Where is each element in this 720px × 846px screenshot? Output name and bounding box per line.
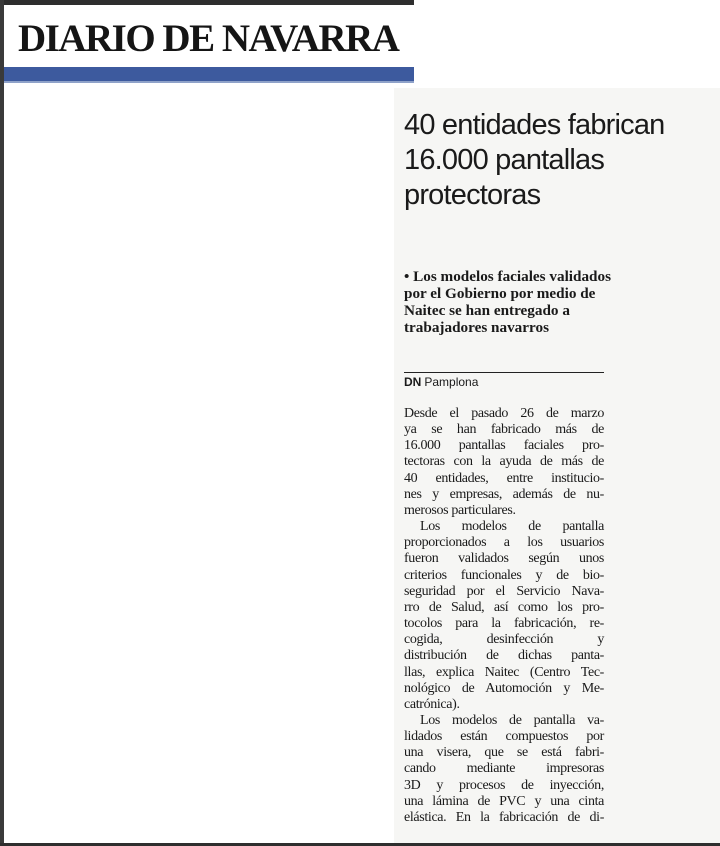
article-subtitle [404, 268, 614, 336]
article-byline [404, 375, 478, 389]
body-line: una visera, que se está fabri- [404, 745, 604, 761]
body-line: llas, explica Naitec (Centro Tec- [404, 664, 604, 680]
masthead-bar-shadow [4, 81, 414, 83]
article-headline: 40 entidades fabrican 16.000 pantallas protectoras [404, 109, 665, 211]
body-line: 3D y procesos de inyección, [404, 777, 604, 793]
body-line: ya se han fabricado más de [404, 422, 604, 438]
article-clipping [394, 88, 720, 843]
masthead-header [4, 5, 414, 86]
body-line: 16.000 pantallas faciales pro- [404, 438, 604, 454]
body-line: proporcionados a los usuarios [404, 535, 604, 551]
body-line: nológico de Automoción y Me- [404, 680, 604, 696]
subtitle-text: Los modelos faciales validados por el Gobierno por medio de Naitec se han entregado a trabajadores navarros [404, 268, 612, 336]
body-line: nes y empresas, además de nu- [404, 486, 604, 502]
body-line: cogida, desinfección y [404, 632, 604, 648]
body-line: lidados están compuestos por [404, 729, 604, 745]
body-line: merosos particulares. [404, 502, 516, 518]
body-line: elástica. En la fabricación de di- [404, 809, 604, 825]
body-line: Los modelos de pantalla va- [420, 712, 604, 728]
masthead-blue-bar [4, 67, 414, 81]
byline-agency: DN [404, 375, 422, 389]
body-line: una lámina de PVC y una cinta [404, 793, 604, 809]
body-line: rro de Salud, así como los pro- [404, 599, 604, 615]
body-line: fueron validados según unos [404, 551, 604, 567]
body-line: tectoras con la ayuda de más de [404, 454, 604, 470]
body-line: Desde el pasado 26 de marzo [404, 406, 604, 421]
body-line: Los modelos de pantalla [420, 519, 604, 535]
body-line: cando mediante impresoras [404, 761, 604, 777]
body-line: tocolos para la fabricación, re- [404, 616, 604, 632]
body-line: 40 entidades, entre institucio- [404, 470, 604, 486]
body-line: criterios funcionales y de bio- [404, 567, 604, 583]
body-line: catrónica). [404, 696, 460, 712]
subtitle-bullet: • [404, 268, 410, 285]
newspaper-masthead: DIARIO DE NAVARRA [18, 17, 399, 60]
body-line: distribución de dichas panta- [404, 648, 604, 664]
body-line: seguridad por el Servicio Nava- [404, 583, 604, 599]
byline-rule [404, 372, 604, 373]
article-body [404, 406, 604, 826]
byline-location: Pamplona [424, 375, 479, 389]
page-border-left [0, 0, 4, 846]
